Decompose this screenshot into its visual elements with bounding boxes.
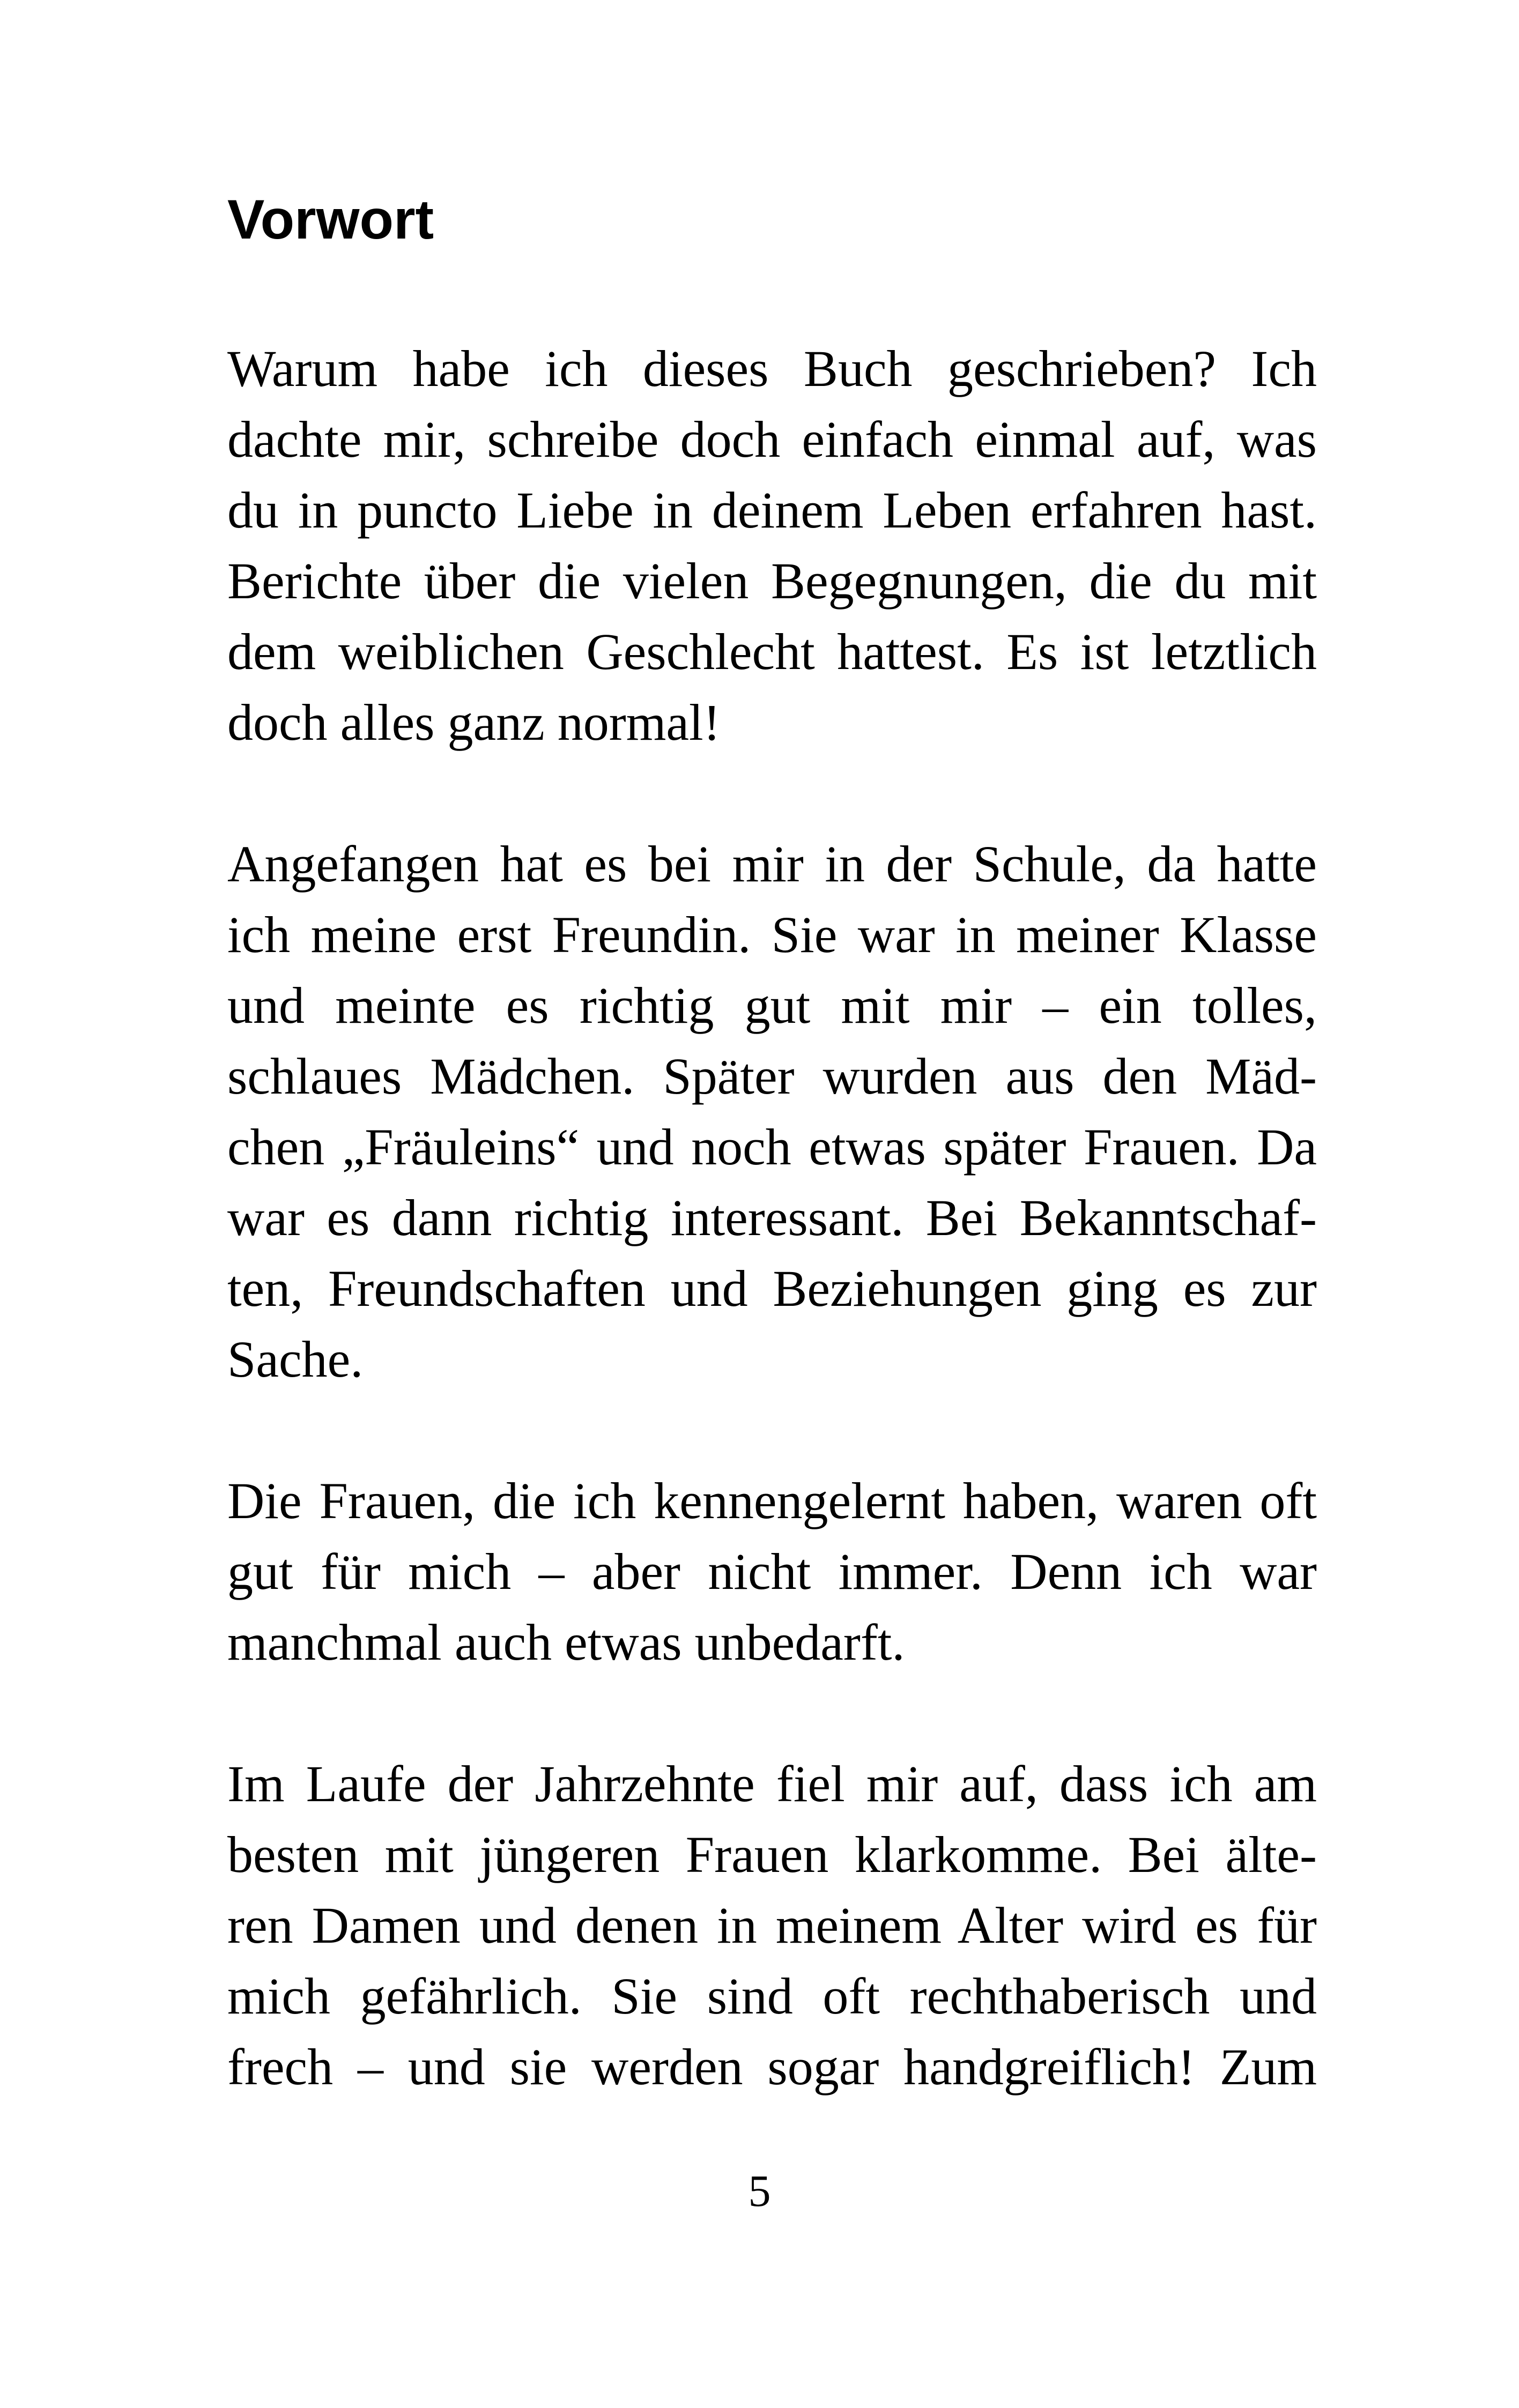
paragraph-gap	[227, 758, 1317, 829]
page-number: 5	[748, 2166, 771, 2216]
text-line: ren Damen und denen in meinem Alter wird es für	[227, 1897, 1317, 1954]
text-line: du in puncto Liebe in deinem Leben erfahren hast.	[227, 481, 1317, 539]
text-line: ten, Freundschaften und Beziehungen ging es zur	[227, 1260, 1317, 1317]
text-line: Angefangen hat es bei mir in der Schule, da hatte	[227, 835, 1317, 893]
text-line: chen „Fräuleins“ und noch etwas später Frauen. Da	[227, 1118, 1317, 1176]
text-line: schlaues Mädchen. Später wurden aus den Mäd-	[227, 1047, 1317, 1105]
body-text	[227, 333, 1317, 2102]
text-line: frech – und sie werden sogar handgreiflich! Zum	[227, 2038, 1317, 2095]
text-line: war es dann richtig interessant. Bei Bekanntschaf-	[227, 1189, 1317, 1246]
text-line: ich meine erst Freundin. Sie war in meiner Klasse	[227, 906, 1317, 963]
text-line: besten mit jüngeren Frauen klarkomme. Bei älte-	[227, 1826, 1317, 1883]
text-line: dachte mir, schreibe doch einfach einmal auf, was	[227, 411, 1317, 468]
paragraph-gap	[227, 1678, 1317, 1749]
text-line: Warum habe ich dieses Buch geschrieben? Ich	[227, 340, 1317, 397]
text-line: gut für mich – aber nicht immer. Denn ich war	[227, 1543, 1317, 1600]
text-line: Berichte über die vielen Begegnungen, die du mit	[227, 552, 1317, 610]
chapter-title: Vorwort	[227, 189, 434, 251]
text-line: manchmal auch etwas unbedarft.	[227, 1614, 905, 1671]
text-line: Die Frauen, die ich kennengelernt haben, waren oft	[227, 1472, 1317, 1529]
text-line: Sache.	[227, 1331, 364, 1388]
text-line: mich gefährlich. Sie sind oft rechthaberisch und	[227, 1967, 1317, 2025]
text-line: doch alles ganz normal!	[227, 694, 721, 751]
paragraph-gap	[227, 1395, 1317, 1466]
text-line: und meinte es richtig gut mit mir – ein tolles,	[227, 977, 1317, 1034]
text-line: dem weiblichen Geschlecht hattest. Es ist letztlich	[227, 623, 1317, 680]
text-line: Im Laufe der Jahrzehnte fiel mir auf, dass ich am	[227, 1755, 1317, 1812]
